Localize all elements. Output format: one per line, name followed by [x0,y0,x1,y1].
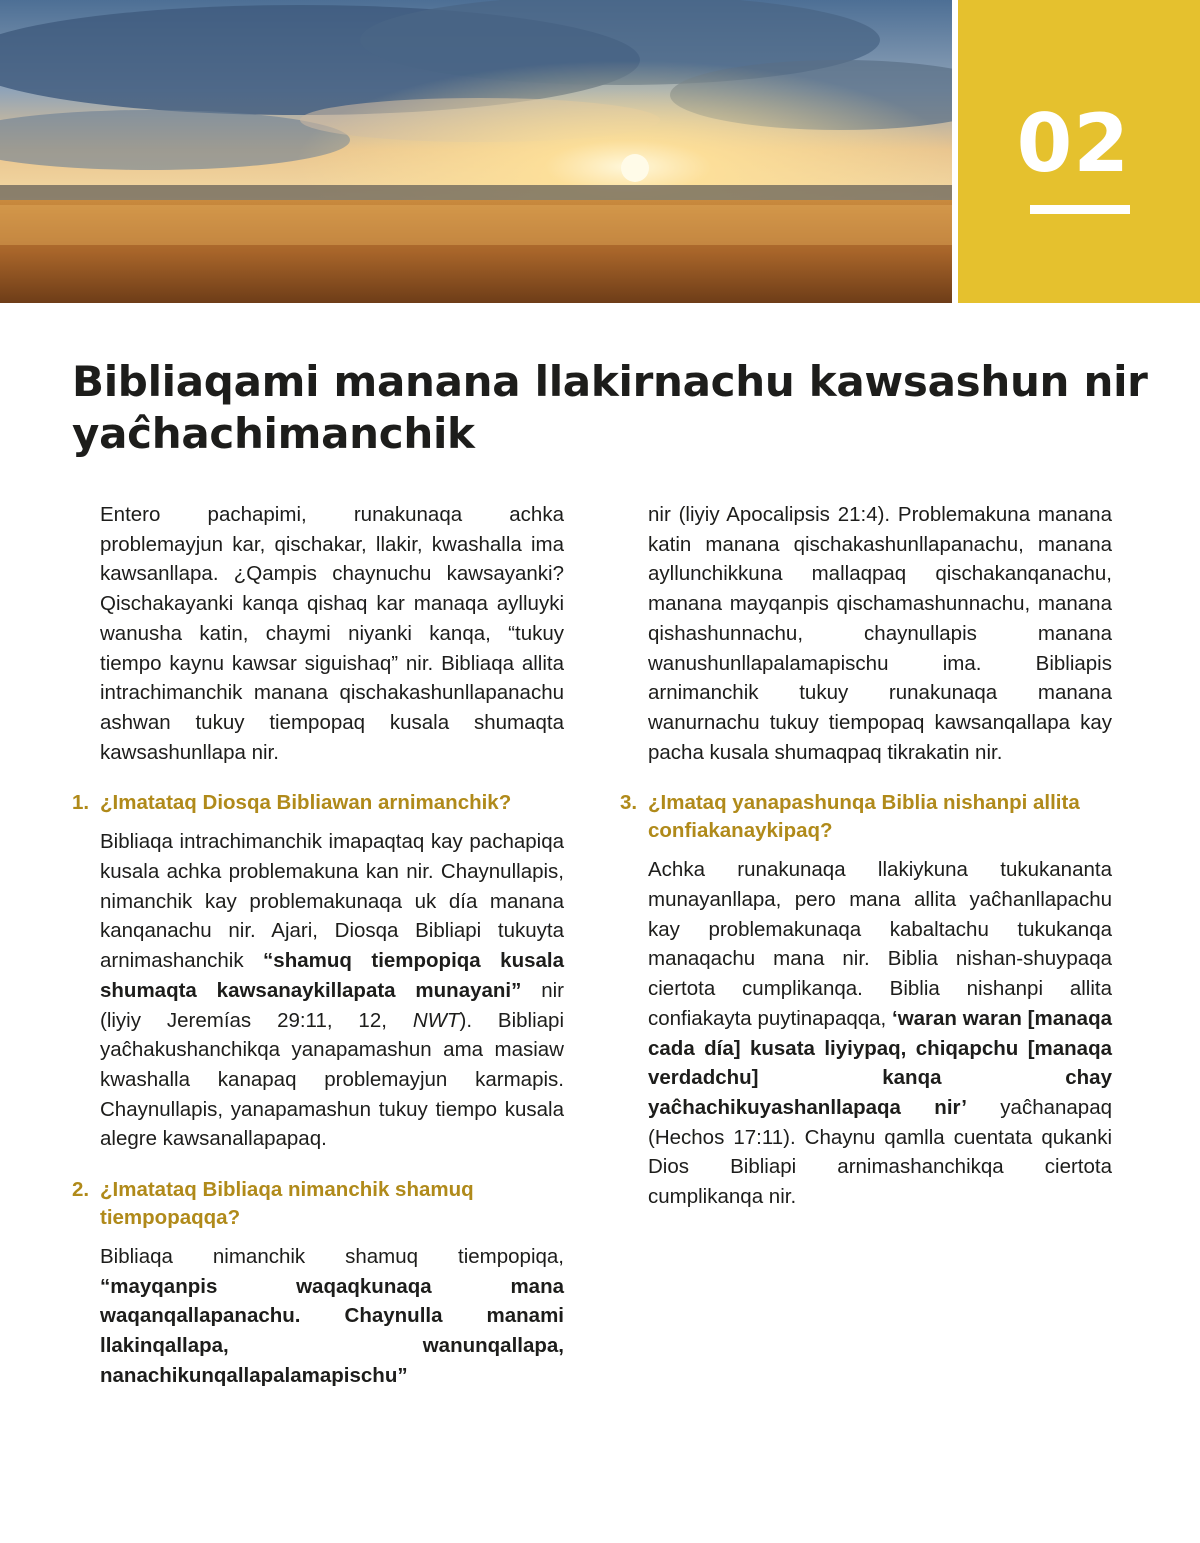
right-column [620,500,1112,1234]
answer-3: Achka runakunaqa llakiykuna tukukananta munayanllapa, pero mana allita yaĉhanllapachu kay problemakunaqa kabaltachu tukukanqa manaqachu mana nir. Biblia nishan-shuypaqa ciertota cumplikanqa. Biblia nishanpi allita confiakayta puytinapaqqa, ‘waran waran [manaqa cada día] kusata liyiypaq, chiqapchu [manaqa verdadchu] kanqa chay yaĉhachikuyashanllapaqa nir’ yaĉhanapaq (Hechos 17:11). Chaynu qamlla cuentata qukanki Dios Bibliapi arnimashanchikqa ciertota cumplikanqa nir. [648,858,1112,1209]
answer-2-continued: nir (liyiy Apocalipsis 21:4). Problemakuna manana katin manana qischakashunllapanachu, manana ayllunchikkuna mallaqpaq qischakanqanachu, manana mayqanpis qischamashunnachu, manana qishashunnachu, chaynullapis manana wanushunllapalamapischu ima. Bibliapis arnimanchik tukuy runakunaqa manana wanurnachu tukuy tiempopaq kawsanqallapa kay pacha kusala shumaqpaq tikrakatin nir. [648,503,1112,764]
hero-image [0,0,952,303]
chapter-badge [958,0,1200,303]
chapter-number: 02 [1016,97,1130,190]
answer-2: Bibliaqa nimanchik shamuq tiempopiqa, “mayqanpis waqaqkunaqa mana waqanqallapanachu. Chaynulla manami llakinqallapa, wanunqallapa, nanachikunqallapalamapischu” [100,1245,564,1387]
chapter-underline [1030,205,1130,214]
wheat-field-sunset-icon [0,0,952,303]
question-2: 2. ¿Imatataq Bibliaqa nimanchik shamuq tiempopaqqa? [72,1178,474,1230]
page-title: Bibliaqami manana llakirnachu kawsashun nir yaĉhachimanchik [72,357,1148,458]
question-3: 3. ¿Imataq yanapashunqa Biblia nishanpi allita confiakanaykipaq? [620,791,1080,843]
intro-paragraph: Entero pachapimi, runakunaqa achka problemayjun kar, qischakar, llakir, kwashalla ima kawsanllapa. ¿Qampis chaynuchu kawsayanki? Qischakayanki kanqa qishaq kar manaqa aylluyki wanusha katin, chaymi niyanki kanqa, “tukuy tiempo kaynu kawsar siguishaq” nir. Bibliaqa allita intrachimanchik manana qischakashunllapanachu ashwan tukuy tiempopaq kusala shumaqta kawsashunllapa nir. [100,503,564,764]
left-column [72,500,564,1413]
answer-1: Bibliaqa intrachimanchik imapaqtaq kay pachapiqa kusala achka problemakuna kan nir. Chaynullapis, nimanchik kay problemakunaqa uk día manana kanqanachu nir. Ajari, Diosqa Bibliapi tukuyta arnimashanchik “shamuq tiempopiqa kusala shumaqta kawsanaykillapata munayani” nir (liyiy Jeremías 29:11, 12, NWT). Bibliapi yaĉhakushanchikqa yanapamashun ama masiaw kwashalla kanapaq problemayjun karmapis. Chaynullapis, yanapamashun tukuy tiempo kusala alegre kawsanallapapaq. [100,830,565,1151]
question-1: 1. ¿Imatataq Diosqa Bibliawan arnimanchik? [72,791,512,815]
